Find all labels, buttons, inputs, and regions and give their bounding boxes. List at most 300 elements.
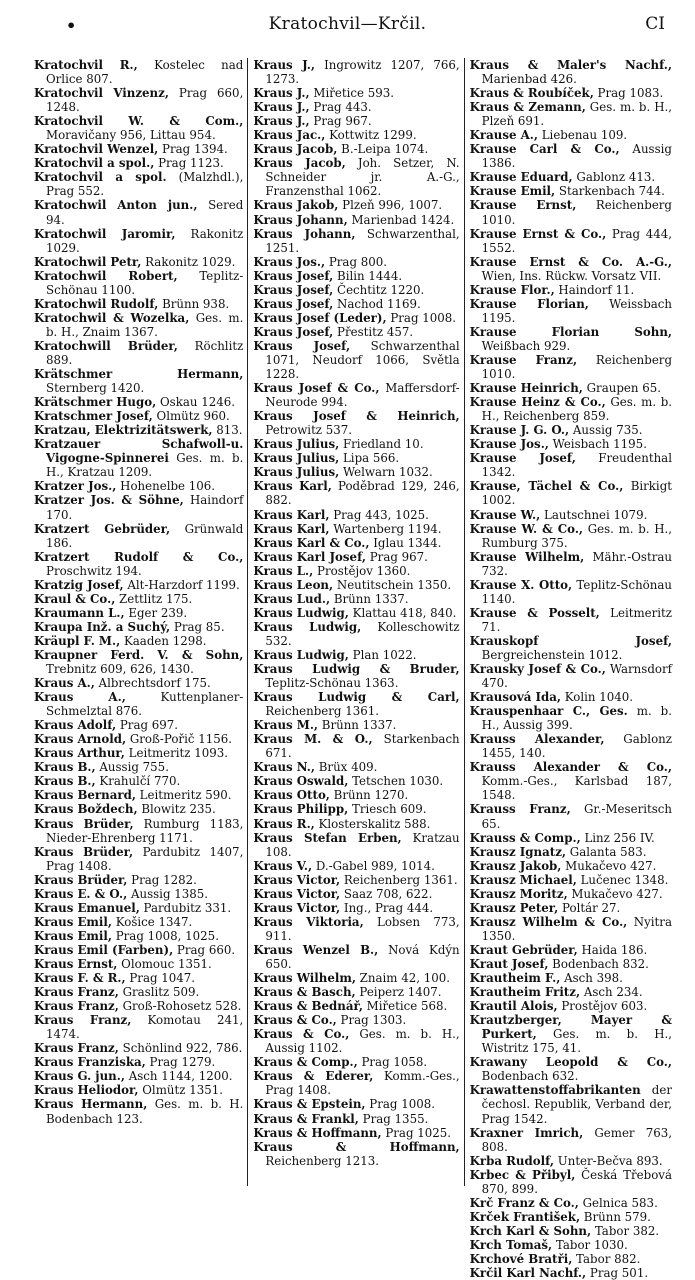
entry-name: Kraus & Frankl,	[253, 1111, 359, 1126]
directory-entry	[253, 1013, 459, 1027]
entry-details: Lučenec 1348.	[576, 872, 669, 887]
entry-details: Weissbach 1195.	[481, 296, 672, 325]
directory-entry	[470, 845, 672, 859]
column-3	[464, 58, 673, 1280]
directory-entry	[253, 283, 459, 297]
entry-name: Krauspenhaar C., Ges.	[469, 704, 628, 719]
page-title: Kratochvil—Krčil.	[268, 14, 427, 34]
entry-name: Krček František,	[469, 1209, 581, 1224]
directory-entry	[253, 915, 459, 943]
directory-entry	[34, 409, 243, 423]
directory-entry	[470, 985, 672, 999]
directory-entry	[34, 929, 243, 943]
entry-details: 813.	[212, 423, 243, 438]
entry-name: Kraus J.,	[253, 58, 315, 72]
directory-entry	[253, 227, 459, 255]
directory-entry	[470, 508, 672, 522]
directory-entry	[470, 859, 672, 873]
entry-details: Kolin 1040.	[560, 690, 633, 705]
entry-name: Kraus J.,	[253, 114, 310, 129]
directory-entry	[470, 662, 672, 690]
entry-name: Kratochwil Robert,	[34, 268, 178, 283]
entry-details: Haida 186.	[577, 942, 648, 957]
entry-details: Prag 1282.	[127, 872, 197, 887]
entry-details: Weisbach 1195.	[548, 437, 647, 452]
directory-entry	[470, 395, 672, 423]
directory-entry	[253, 409, 459, 437]
directory-entry	[34, 58, 243, 86]
directory-entry	[253, 114, 459, 128]
entry-details: Plzeň 996, 1007.	[338, 198, 443, 213]
entry-details: Prag 501.	[586, 1266, 649, 1280]
entry-details: Unter-Bečva 893.	[554, 1153, 663, 1168]
directory-entry	[470, 1266, 672, 1280]
entry-name: Krause Ernst & Co.,	[469, 226, 607, 241]
entry-name: Kratochwill Brüder,	[34, 338, 178, 353]
entry-name: Kraus Philipp,	[253, 802, 349, 817]
directory-entry	[470, 943, 672, 957]
entry-details: Prag 85.	[170, 619, 225, 634]
directory-entry	[34, 817, 243, 845]
directory-entry	[470, 634, 672, 662]
directory-columns	[34, 58, 673, 1280]
entry-name: Krauss Alexander,	[469, 732, 605, 747]
directory-entry	[34, 1055, 243, 1069]
directory-entry	[34, 86, 243, 114]
directory-entry	[34, 198, 243, 226]
entry-details: Grünwald 186.	[46, 521, 244, 550]
entry-name: Kratochwil Petr,	[34, 254, 142, 269]
directory-entry	[34, 522, 243, 550]
entry-details: Ges. m. b. H., Rumburg 375.	[481, 521, 673, 550]
entry-details: Brünn 1337.	[330, 591, 409, 606]
directory-entry	[34, 985, 243, 999]
directory-entry	[253, 802, 459, 816]
entry-name: Krauss Alexander & Co.,	[469, 760, 672, 775]
directory-entry	[470, 128, 672, 142]
entry-name: Kraus Karl Josef,	[253, 549, 366, 564]
entry-details: Lautschnei 1079.	[540, 507, 648, 522]
entry-name: Kraus Karl,	[253, 507, 330, 522]
directory-entry	[470, 1154, 672, 1168]
entry-details: Brünn 579.	[580, 1209, 651, 1224]
directory-entry	[253, 465, 459, 479]
directory-entry	[34, 901, 243, 915]
entry-name: Kraus Emanuel,	[34, 900, 140, 915]
entry-name: Krause Ernst,	[469, 198, 577, 213]
entry-details: Gablonz 413.	[572, 170, 656, 185]
directory-entry	[253, 732, 459, 760]
directory-entry	[253, 817, 459, 831]
entry-details: Nyitra 1350.	[481, 914, 672, 943]
entry-details: Röchlitz 889.	[46, 338, 244, 367]
page-header	[0, 14, 695, 40]
entry-name: Krause Josef,	[469, 451, 576, 466]
entry-name: Kraus & Hoffmann,	[253, 1139, 460, 1154]
entry-details: Pardubitz 1407, Prag 1408.	[46, 844, 244, 873]
entry-name: Krautheim Fritz,	[469, 985, 581, 1000]
entry-details: Prag 1123.	[154, 156, 224, 171]
entry-details: Olmütz 1351.	[138, 1083, 223, 1098]
entry-details: Přestitz 457.	[333, 324, 414, 339]
entry-name: Krbec & Přibyl,	[469, 1167, 576, 1182]
entry-name: Kratochvil a spol.,	[34, 156, 155, 171]
directory-entry	[253, 198, 459, 212]
directory-entry	[470, 58, 672, 86]
entry-name: Kraus Julius,	[253, 437, 340, 452]
entry-details: Gr.-Meseritsch 65.	[481, 802, 672, 831]
entry-details: Marienbad 1424.	[347, 212, 455, 227]
entry-details: Lipa 566.	[339, 451, 400, 466]
entry-name: Kraus B.,	[34, 760, 96, 775]
directory-entry	[253, 831, 459, 859]
entry-name: Krauss Franz,	[469, 802, 571, 817]
entry-details: Kolleschowitz 532.	[265, 619, 460, 648]
entry-details: Ingrowitz 1207, 766, 1273.	[265, 58, 460, 87]
directory-entry	[253, 564, 459, 578]
entry-details: Oskau 1246.	[156, 395, 236, 410]
entry-name: Kraus G. jun.,	[34, 1069, 125, 1084]
directory-entry	[470, 873, 672, 887]
entry-details: Bergreichenstein 1012.	[481, 647, 623, 662]
entry-name: Kraus Jacob,	[253, 142, 338, 157]
entry-details: Prag 1083.	[593, 86, 664, 101]
entry-details: Teplitz-Schönau 1100.	[46, 268, 244, 297]
entry-name: Kraus Heliodor,	[34, 1083, 139, 1098]
directory-entry	[253, 1126, 459, 1140]
entry-name: Krba Rudolf,	[469, 1153, 555, 1168]
entry-details: Krahulčí 770.	[95, 774, 181, 789]
entry-name: Kraus Adolf,	[34, 718, 117, 733]
entry-details: Asch 234.	[580, 985, 643, 1000]
entry-details: Rakonitz 1029.	[46, 226, 244, 255]
entry-details: Schönlind 922, 786.	[118, 1041, 243, 1056]
entry-name: Kraus Otto,	[253, 788, 330, 803]
entry-details: Schwarzenthal 1071, Neudorf 1066, Světla 1228.	[265, 338, 460, 382]
entry-details: Brünn 1270.	[329, 788, 409, 803]
directory-entry	[470, 1168, 672, 1196]
entry-name: Kraus Bernard,	[34, 788, 136, 803]
entry-name: Krchové Bratři,	[469, 1251, 573, 1266]
directory-entry	[34, 142, 243, 156]
entry-details: Wartenberg 1194.	[329, 521, 442, 536]
entry-details: Ges. m. b. H., Znaim 1367.	[46, 310, 244, 339]
directory-entry	[34, 1013, 243, 1041]
entry-name: Kraus Johann,	[253, 212, 348, 227]
entry-name: Kratochvil R.,	[34, 58, 138, 72]
entry-details: Prag 443, 1025.	[329, 507, 429, 522]
entry-details: Prostějov 1360.	[313, 563, 411, 578]
entry-details: Peiperz 1407.	[355, 985, 442, 1000]
entry-details: Komm.-Ges., Prag 1408.	[265, 1069, 460, 1098]
entry-name: Kraus A.,	[34, 690, 126, 705]
entry-name: Kraus Franz,	[34, 999, 119, 1014]
entry-name: Kratzauer Schafwoll-u. Vigogne-Spinnerei	[34, 437, 244, 466]
directory-entry	[34, 999, 243, 1013]
entry-name: Kraus & Maler's Nachf.,	[469, 58, 672, 72]
entry-name: Krätschmer Hermann,	[34, 367, 244, 382]
entry-name: Krch Tomaš,	[469, 1237, 553, 1252]
entry-details: Prag 443.	[309, 100, 372, 115]
entry-details: Marienbad 426.	[481, 72, 577, 87]
entry-name: Kraus Arnold,	[34, 732, 127, 747]
entry-name: Krause Franz,	[469, 352, 578, 367]
entry-name: Krausz Michael,	[469, 872, 577, 887]
entry-details: Olmütz 960.	[152, 409, 230, 424]
directory-entry	[253, 1027, 459, 1055]
entry-name: Kratzert Gebrüder,	[34, 521, 171, 536]
directory-entry	[34, 114, 243, 142]
entry-name: Kraus & Co.,	[253, 1013, 337, 1028]
entry-name: Kraus Jos.,	[253, 254, 326, 269]
entry-details: Mähr.-Ostrau 732.	[481, 549, 672, 578]
directory-entry	[470, 887, 672, 901]
directory-entry	[34, 774, 243, 788]
entry-name: Kraus Josef,	[253, 338, 351, 353]
directory-entry	[253, 606, 459, 620]
directory-entry	[470, 227, 672, 255]
entry-name: Krause X. Otto,	[469, 577, 573, 592]
entry-details: Bilin 1444.	[333, 268, 403, 283]
entry-details: Prostějov 603.	[557, 999, 648, 1014]
directory-entry	[470, 578, 672, 606]
directory-entry	[470, 901, 672, 915]
entry-name: Kraus Ernst,	[34, 957, 118, 971]
entry-details: Reichenberg 1213.	[265, 1153, 379, 1168]
entry-details: Aussig 1385.	[127, 886, 209, 901]
entry-details: B.-Leipa 1074.	[337, 142, 429, 157]
entry-details: Ges. m. b. H., Plzeň 691.	[481, 100, 672, 129]
entry-details: Wien, Ins. Rückw. Vorsatz VII.	[481, 268, 662, 283]
entry-details: Joh. Setzer, N. Schneider jr. A.-G., Franzensthal 1062.	[265, 156, 460, 199]
directory-entry	[470, 142, 672, 170]
entry-name: Kraut Gebrüder,	[469, 942, 578, 957]
directory-entry	[34, 873, 243, 887]
entry-details: Eger 239.	[124, 605, 188, 620]
directory-entry	[34, 634, 243, 648]
entry-name: Krause Flor.,	[469, 282, 555, 297]
entry-details: Teplitz-Schönau 1363.	[265, 676, 399, 691]
entry-details: Reichenberg 1361.	[265, 704, 379, 719]
entry-details: Haindorf 170.	[46, 493, 244, 522]
entry-details: Groß-Rohosetz 528.	[118, 999, 242, 1014]
directory-entry	[253, 269, 459, 283]
directory-entry	[34, 227, 243, 255]
entry-name: Kraus Wenzel B.,	[253, 942, 379, 957]
directory-entry	[253, 1140, 459, 1168]
entry-details: D.-Gabel 989, 1014.	[312, 858, 435, 873]
entry-details: Aussig 755.	[95, 760, 169, 775]
entry-details: Linz 256 IV.	[580, 830, 655, 845]
entry-name: Kraus Josef,	[253, 268, 334, 283]
entry-details: Nachod 1169.	[333, 296, 421, 311]
entry-details: Poděbrad 129, 246, 882.	[265, 479, 460, 508]
entry-details: Rumburg 1183, Nieder-Ehrenberg 1171.	[46, 816, 244, 845]
directory-entry	[470, 325, 672, 353]
entry-details: Ges. m. b. H., Wistritz 175, 41.	[481, 1027, 672, 1056]
entry-details: Prag 697.	[116, 718, 179, 733]
directory-entry	[470, 283, 672, 297]
directory-entry	[470, 100, 672, 128]
entry-name: Krätschmer Hugo,	[34, 395, 157, 410]
entry-name: Kraus J.,	[253, 100, 310, 115]
entry-name: Kraus Stefan Erben,	[253, 830, 402, 845]
entry-name: Krawany Leopold & Co.,	[469, 1055, 672, 1070]
directory-entry	[470, 353, 672, 381]
directory-entry	[253, 620, 459, 648]
directory-entry	[253, 1097, 459, 1111]
directory-entry	[253, 985, 459, 999]
entry-name: Kraus Jacob,	[253, 156, 346, 171]
entry-name: Kraus Karl & Co.,	[253, 535, 370, 550]
directory-entry	[253, 128, 459, 142]
directory-entry	[470, 479, 672, 507]
entry-name: Kraus J.,	[253, 86, 310, 101]
directory-entry	[253, 1055, 459, 1069]
entry-name: Krause W. & Co.,	[469, 521, 584, 536]
entry-name: Kraumann L.,	[34, 605, 125, 620]
entry-details: Prag 444, 1552.	[481, 226, 672, 255]
entry-name: Kraus Leon,	[253, 577, 334, 592]
directory-entry	[34, 437, 243, 479]
directory-entry	[34, 620, 243, 634]
entry-name: Kratochwil Jaromir,	[34, 226, 176, 241]
directory-entry	[253, 100, 459, 114]
entry-name: Kraus Franz,	[34, 1041, 119, 1056]
entry-details: Tabor 382.	[591, 1223, 660, 1238]
entry-name: Krause Eduard,	[469, 170, 573, 185]
entry-details: Mukačevo 427.	[567, 886, 663, 901]
entry-details: Gemer 763, 808.	[481, 1125, 672, 1154]
directory-entry	[34, 255, 243, 269]
entry-name: Kraus Victor,	[253, 900, 341, 915]
entry-name: Krauss & Comp.,	[469, 830, 581, 845]
directory-entry	[253, 648, 459, 662]
entry-details: Prag 1058.	[357, 1055, 428, 1070]
entry-details: Sered 94.	[46, 198, 244, 227]
directory-entry	[470, 999, 672, 1013]
entry-name: Kraus Arthur,	[34, 746, 125, 761]
directory-entry	[34, 845, 243, 873]
entry-details: Galanta 583.	[566, 844, 647, 859]
entry-name: Kraus Emil,	[34, 914, 112, 929]
entry-name: Kraus Karl,	[253, 521, 330, 536]
entry-details: Tabor 882.	[572, 1251, 641, 1266]
entry-name: Krausz Peter,	[469, 900, 559, 915]
entry-name: Kraus Wilhelm,	[253, 971, 356, 986]
directory-entry	[470, 704, 672, 732]
directory-entry	[34, 971, 243, 985]
entry-name: Kraus M. & O.,	[253, 732, 373, 747]
entry-name: Kraus Josef & Heinrich,	[253, 409, 460, 424]
directory-entry	[253, 592, 459, 606]
entry-name: Kraus Victor,	[253, 872, 341, 887]
entry-details: Welwarn 1032.	[339, 465, 433, 480]
entry-name: Kratochvil Vinzenz,	[34, 86, 169, 101]
directory-entry	[470, 437, 672, 451]
entry-name: Kräupl F. M.,	[34, 633, 121, 648]
directory-entry	[470, 86, 672, 100]
directory-entry	[253, 788, 459, 802]
directory-entry	[470, 915, 672, 943]
directory-entry	[253, 58, 459, 86]
entry-details: Tetschen 1030.	[348, 774, 444, 789]
entry-details: Miřetice 568.	[362, 999, 448, 1014]
entry-details: Rakonitz 1029.	[141, 254, 236, 269]
directory-entry	[34, 1097, 243, 1125]
directory-entry	[34, 943, 243, 957]
entry-details: Gelnica 583.	[578, 1195, 658, 1210]
entry-name: Kraus Hermann,	[34, 1097, 148, 1112]
directory-entry	[470, 732, 672, 760]
entry-details: Haindorf 11.	[554, 282, 635, 297]
entry-name: Krausky Josef & Co.,	[469, 662, 606, 677]
entry-details: Brünn 938.	[158, 296, 230, 311]
directory-entry	[470, 1252, 672, 1266]
directory-entry	[253, 536, 459, 550]
entry-details: Ges. m. b. H., Kratzau 1209.	[46, 451, 244, 480]
directory-entry	[253, 1112, 459, 1126]
directory-entry	[253, 156, 459, 198]
entry-details: Znaim 42, 100.	[355, 971, 451, 986]
entry-details: Petrowitz 537.	[265, 423, 353, 438]
page-number: CI	[645, 14, 665, 34]
entry-name: Kraus Ludwig,	[253, 647, 349, 662]
directory-entry	[470, 255, 672, 283]
directory-entry	[253, 522, 459, 536]
entry-name: Kraus & Co.,	[253, 1027, 350, 1042]
entry-name: Kratzer Jos. & Söhne,	[34, 493, 184, 508]
directory-entry	[34, 156, 243, 170]
entry-name: Kraus Josef (Leder),	[253, 310, 387, 325]
entry-details: Reichenberg 1010.	[481, 198, 672, 227]
entry-name: Krause Wilhelm,	[469, 549, 585, 564]
directory-entry	[34, 423, 243, 437]
entry-details: Prag 1025.	[381, 1125, 452, 1140]
entry-details: Čechtitz 1220.	[333, 282, 425, 297]
entry-details: Groß-Pořič 1156.	[126, 732, 232, 747]
directory-entry	[253, 999, 459, 1013]
entry-details: Prag 1355.	[358, 1111, 429, 1126]
entry-name: Kraus Josef,	[253, 324, 334, 339]
entry-name: Krautheim F.,	[469, 971, 561, 986]
directory-entry	[34, 732, 243, 746]
entry-details: Teplitz-Schönau 1140.	[481, 577, 672, 606]
entry-details: Košice 1347.	[111, 914, 193, 929]
entry-details: Brünn 1337.	[318, 718, 397, 733]
entry-name: Kraus M.,	[253, 718, 319, 733]
directory-entry	[34, 648, 243, 676]
directory-entry	[470, 184, 672, 198]
entry-details: Leitmeritz 1093.	[124, 746, 229, 761]
entry-details: Prag 1279.	[145, 1055, 216, 1070]
entry-name: Krausz Wilhelm & Co.,	[469, 914, 628, 929]
entry-name: Krause Jos.,	[469, 437, 549, 452]
directory-entry	[470, 198, 672, 226]
directory-entry	[470, 522, 672, 550]
directory-entry	[470, 971, 672, 985]
directory-entry	[470, 957, 672, 971]
entry-details: Prag 1008.	[365, 1097, 435, 1112]
directory-entry	[470, 760, 672, 802]
directory-entry	[253, 255, 459, 269]
entry-details: Weißbach 929.	[481, 338, 571, 353]
directory-entry	[253, 1069, 459, 1097]
directory-entry	[34, 367, 243, 395]
entry-details: Neutitschein 1350.	[333, 577, 452, 592]
entry-details: Leitmeritz 71.	[481, 605, 672, 634]
entry-details: Bodenbach 632.	[481, 1069, 579, 1084]
